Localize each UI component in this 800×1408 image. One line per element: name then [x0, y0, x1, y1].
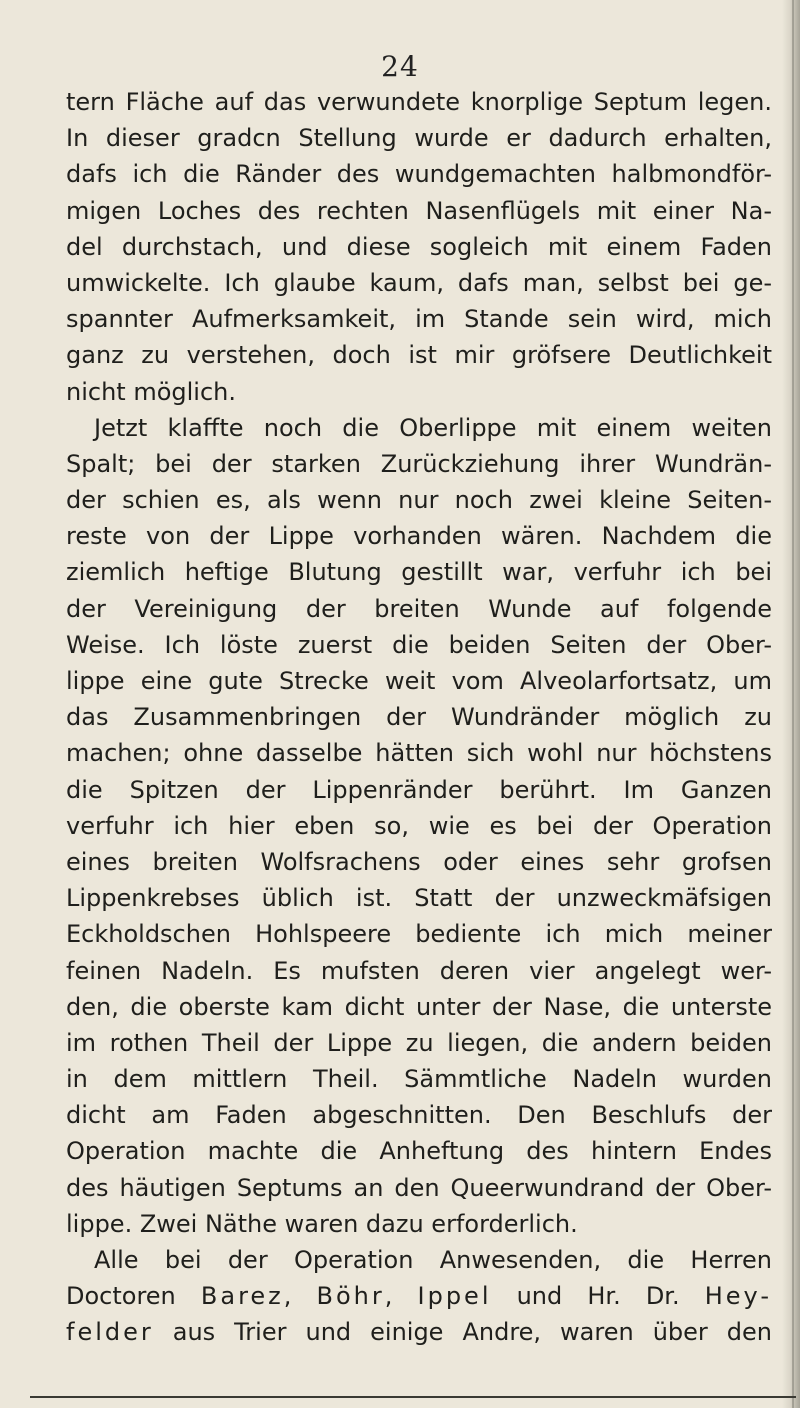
- text-line: verfuhr ich hier eben so, wie es bei der Operation: [66, 811, 772, 840]
- text-line: die Spitzen der Lippenränder berührt. Im Ganzen: [66, 775, 772, 804]
- text-line: des häutigen Septums an den Queerwundrand der Ober-: [66, 1173, 772, 1202]
- page-edge-shadow: [782, 0, 800, 1408]
- text-line: das Zusammenbringen der Wundränder möglich zu: [66, 703, 772, 732]
- page-number: 24: [381, 50, 419, 83]
- spaced-name-ippel: Ippel: [417, 1282, 492, 1311]
- text-line: machen; ohne dasselbe hätten sich wohl nur höchstens: [66, 739, 772, 768]
- text-line: im rothen Theil der Lippe zu liegen, die andern beiden: [66, 1028, 772, 1057]
- spaced-name-boehr: Böhr: [316, 1282, 385, 1311]
- text-line: Spalt; bei der starken Zurückziehung ihrer Wundrän-: [66, 449, 772, 478]
- page-edge-line: [792, 0, 794, 1408]
- spaced-name-heyfelder: Hey-: [704, 1282, 772, 1311]
- text-line: umwickelte. Ich glaube kaum, dafs man, selbst bei ge-: [66, 268, 772, 297]
- text-line: spannter Aufmerksamkeit, im Stande sein wird, mich: [66, 305, 772, 334]
- text-line: tern Fläche auf das verwundete knorplige Septum legen.: [66, 88, 772, 116]
- text-line: feinen Nadeln. Es mufsten deren vier angelegt wer-: [66, 956, 772, 985]
- text-run: ,: [283, 1282, 317, 1311]
- text-line: ziemlich heftige Blutung gestillt war, verfuhr ich bei: [66, 558, 772, 587]
- text-line: Weise. Ich löste zuerst die beiden Seiten der Ober-: [66, 630, 772, 659]
- text-line: Jetzt klaffte noch die Oberlippe mit einem weiten: [94, 413, 772, 442]
- text-line: [66, 1278, 772, 1314]
- text-line: der schien es, als wenn nur noch zwei kleine Seiten-: [66, 486, 772, 515]
- bottom-edge-rule: [30, 1396, 796, 1398]
- text-line: del durchstach, und diese sogleich mit einem Faden: [66, 232, 772, 261]
- text-run: Doctoren: [66, 1282, 201, 1311]
- text-line: migen Loches des rechten Nasenflügels mit einer Na-: [66, 196, 772, 225]
- text-line: nicht möglich.: [66, 377, 236, 406]
- body-text: [66, 84, 772, 1351]
- text-run: aus Trier und einige Andre, waren über den: [153, 1318, 772, 1347]
- spaced-name-barez: Barez: [200, 1282, 284, 1311]
- text-line: In dieser gradcn Stellung wurde er dadurch erhalten,: [66, 124, 772, 153]
- spaced-name-heyfelder: felder: [66, 1318, 154, 1347]
- text-run: und Hr. Dr.: [491, 1282, 705, 1311]
- text-line: dafs ich die Ränder des wundgemachten halbmondför-: [66, 160, 772, 189]
- text-line: den, die oberste kam dicht unter der Nase, die unterste: [66, 992, 772, 1021]
- text-line: dicht am Faden abgeschnitten. Den Beschlufs der: [66, 1101, 772, 1130]
- text-line: [66, 1314, 772, 1350]
- text-line: ganz zu verstehen, doch ist mir gröfsere Deutlichkeit: [66, 341, 772, 370]
- text-line: lippe eine gute Strecke weit vom Alveolarfortsatz, um: [66, 667, 772, 695]
- text-line: reste von der Lippe vorhanden wären. Nachdem die: [66, 522, 772, 551]
- text-line: Eckholdschen Hohlspeere bediente ich mich meiner: [66, 920, 772, 949]
- text-line: Alle bei der Operation Anwesenden, die Herren: [94, 1246, 772, 1274]
- text-line: Operation machte die Anheftung des hintern Endes: [66, 1137, 772, 1166]
- text-line: in dem mittlern Theil. Sämmtliche Nadeln wurden: [66, 1065, 772, 1094]
- text-line: lippe. Zwei Näthe waren dazu erforderlich.: [66, 1209, 578, 1238]
- text-line: eines breiten Wolfsrachens oder eines sehr grofsen: [66, 847, 772, 876]
- text-run: ,: [384, 1282, 418, 1311]
- text-line: Lippenkrebses üblich ist. Statt der unzweckmäfsigen: [66, 884, 772, 913]
- text-line: der Vereinigung der breiten Wunde auf folgende: [66, 594, 772, 623]
